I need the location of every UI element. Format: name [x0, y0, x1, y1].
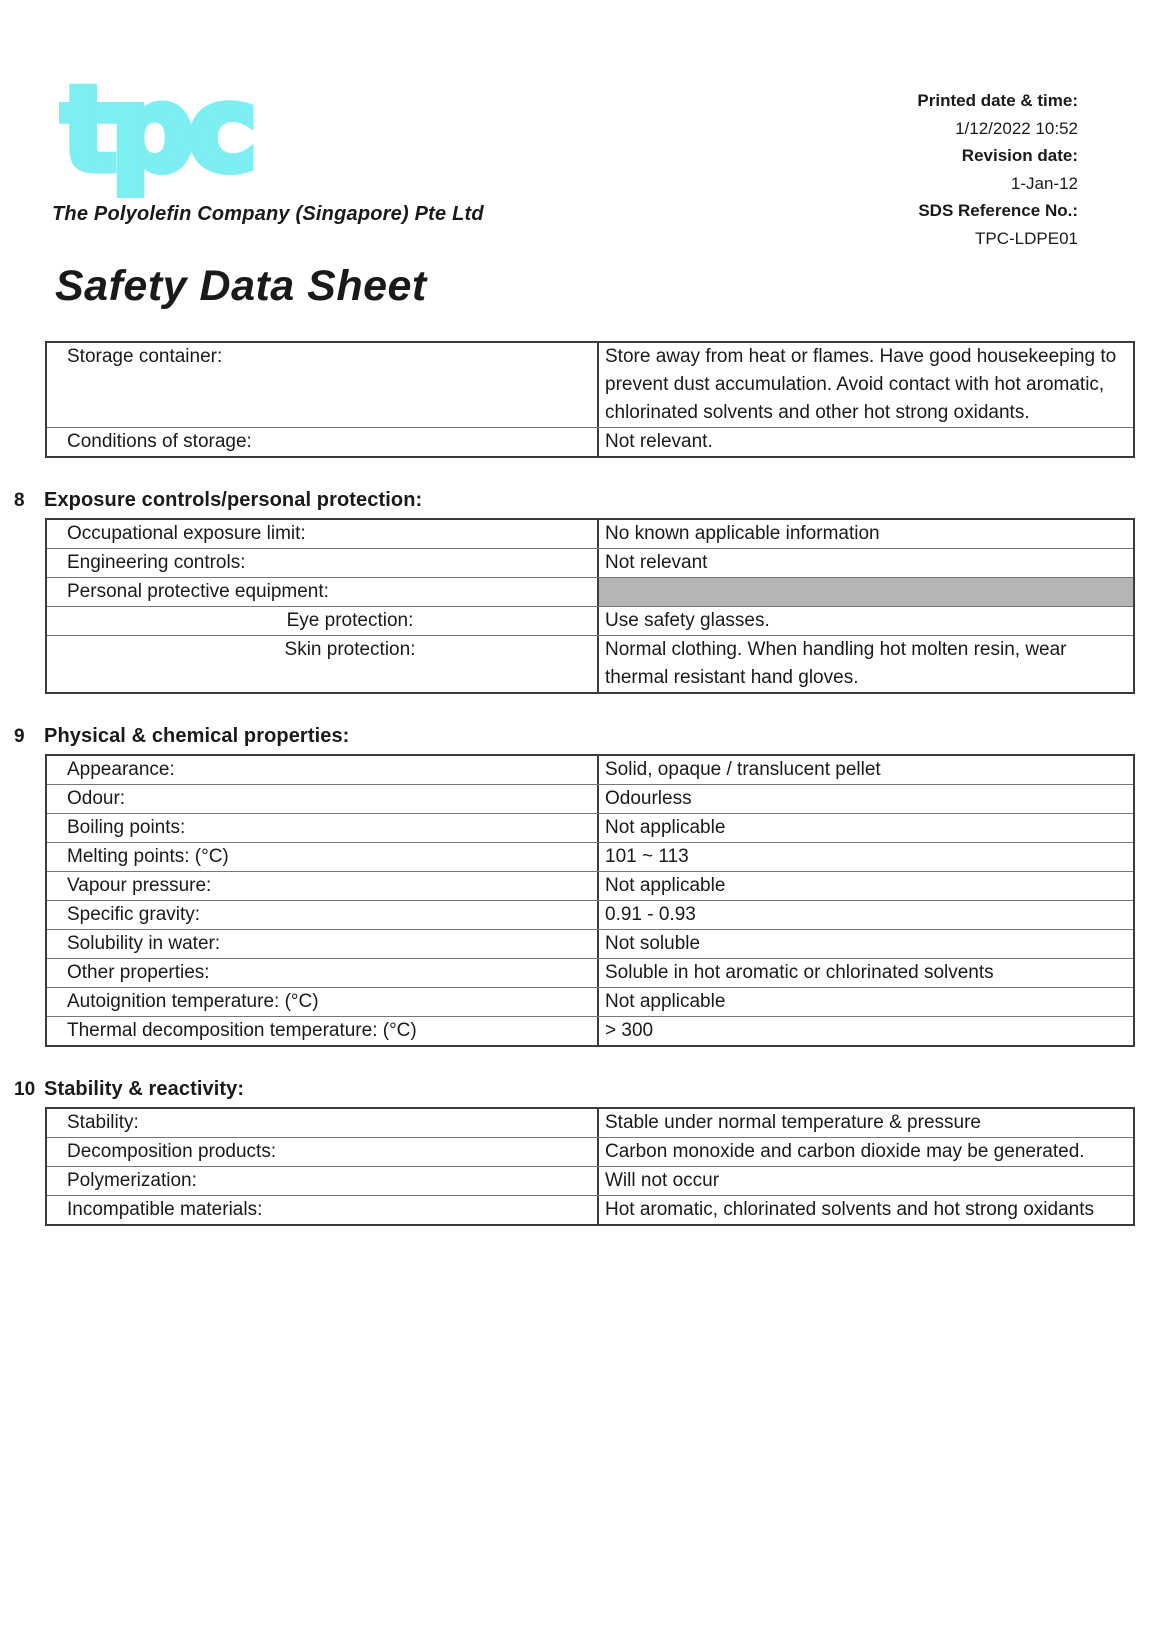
row-label-cell: Appearance: — [67, 759, 175, 780]
row-label-cell: Skin protection: — [284, 639, 416, 660]
row-value-cell: Solid, opaque / translucent pellet — [597, 756, 1133, 784]
table-row — [47, 606, 1133, 635]
section-heading — [14, 1078, 1174, 1101]
table-row — [47, 1137, 1133, 1166]
table-row — [47, 929, 1133, 958]
row-value-cell — [597, 578, 1133, 606]
print-meta-block — [917, 87, 1078, 252]
table-row — [47, 548, 1133, 577]
table-row — [47, 343, 1133, 427]
row-label-cell: Occupational exposure limit: — [67, 523, 306, 544]
table-row — [47, 1016, 1133, 1045]
printed-date-label: Printed date & time: — [917, 91, 1078, 110]
table-row — [47, 871, 1133, 900]
row-label-cell: Conditions of storage: — [67, 431, 252, 452]
section-number: 10 — [14, 1079, 36, 1100]
printed-date-value: 1/12/2022 10:52 — [955, 118, 1078, 138]
data-table — [45, 754, 1135, 1047]
table-row — [47, 1109, 1133, 1137]
row-label-cell: Vapour pressure: — [67, 875, 212, 896]
row-label-cell: Polymerization: — [67, 1170, 197, 1191]
row-label-cell: Personal protective equipment: — [67, 581, 329, 602]
table-row — [47, 1166, 1133, 1195]
table-row — [47, 427, 1133, 456]
row-label-cell: Incompatible materials: — [67, 1199, 263, 1220]
row-value-cell: Will not occur — [597, 1167, 1133, 1195]
table-row — [47, 577, 1133, 606]
row-label-cell: Decomposition products: — [67, 1141, 277, 1162]
sds-reference-label: SDS Reference No.: — [918, 201, 1078, 220]
row-label-cell: Engineering controls: — [67, 552, 246, 573]
table-row — [47, 635, 1133, 692]
row-label-cell: Autoignition temperature: (°C) — [67, 991, 319, 1012]
row-value-cell: Odourless — [597, 785, 1133, 813]
row-value-cell: 0.91 - 0.93 — [597, 901, 1133, 929]
row-label-cell: Stability: — [67, 1112, 139, 1133]
document-title: Safety Data Sheet — [55, 262, 427, 310]
revision-date-value: 1-Jan-12 — [1010, 173, 1078, 193]
table-row — [47, 813, 1133, 842]
table-row — [47, 842, 1133, 871]
section-heading — [14, 725, 1174, 748]
row-label-cell: Solubility in water: — [67, 933, 221, 954]
table-row — [47, 756, 1133, 784]
row-value-cell: Store away from heat or flames. Have good housekeeping to prevent dust accumulation. Avoid contact with hot aromatic, chlorinated solvents and other hot strong oxidants. — [597, 343, 1133, 427]
data-table — [45, 518, 1135, 694]
row-value-cell: 101 ~ 113 — [597, 843, 1133, 871]
row-value-cell: No known applicable information — [597, 520, 1133, 548]
data-table — [45, 341, 1135, 458]
row-value-cell: Use safety glasses. — [597, 607, 1133, 635]
data-table — [45, 1107, 1135, 1226]
row-value-cell: Normal clothing. When handling hot molten resin, wear thermal resistant hand gloves. — [597, 636, 1133, 692]
row-label-cell: Boiling points: — [67, 817, 186, 838]
table-row — [47, 1195, 1133, 1224]
revision-date-label: Revision date: — [961, 146, 1078, 165]
table-row — [47, 900, 1133, 929]
row-label-cell: Eye protection: — [286, 610, 414, 631]
row-value-cell: Not relevant. — [597, 428, 1133, 456]
section-title: Stability & reactivity: — [44, 1078, 245, 1100]
row-value-cell: Not applicable — [597, 814, 1133, 842]
row-label-cell: Thermal decomposition temperature: (°C) — [67, 1020, 417, 1041]
section-heading — [14, 489, 1174, 512]
row-value-cell: Soluble in hot aromatic or chlorinated solvents — [597, 959, 1133, 987]
row-value-cell: Not applicable — [597, 872, 1133, 900]
section-title: Physical & chemical properties: — [44, 725, 350, 747]
row-label-cell: Storage container: — [67, 346, 223, 367]
row-value-cell: Stable under normal temperature & pressure — [597, 1109, 1133, 1137]
row-label-cell: Specific gravity: — [67, 904, 201, 925]
row-label-cell: Odour: — [67, 788, 126, 809]
row-label-cell: Melting points: (°C) — [67, 846, 229, 867]
section-number: 9 — [14, 726, 25, 747]
row-value-cell: Carbon monoxide and carbon dioxide may be generated. — [597, 1138, 1133, 1166]
row-value-cell: Hot aromatic, chlorinated solvents and hot strong oxidants — [597, 1196, 1133, 1224]
document-header — [0, 0, 1174, 248]
section-number: 8 — [14, 490, 25, 511]
row-value-cell: Not soluble — [597, 930, 1133, 958]
sections-container — [0, 341, 1174, 1226]
table-row — [47, 958, 1133, 987]
table-row — [47, 784, 1133, 813]
tpc-logo: tpc — [61, 60, 251, 198]
row-value-cell: Not applicable — [597, 988, 1133, 1016]
table-row — [47, 520, 1133, 548]
section-title: Exposure controls/personal protection: — [44, 489, 423, 511]
company-name: The Polyolefin Company (Singapore) Pte Ltd — [52, 203, 484, 225]
row-label-cell: Other properties: — [67, 962, 210, 983]
sds-reference-value: TPC-LDPE01 — [975, 228, 1078, 248]
table-row — [47, 987, 1133, 1016]
row-value-cell: Not relevant — [597, 549, 1133, 577]
row-value-cell: > 300 — [597, 1017, 1133, 1045]
